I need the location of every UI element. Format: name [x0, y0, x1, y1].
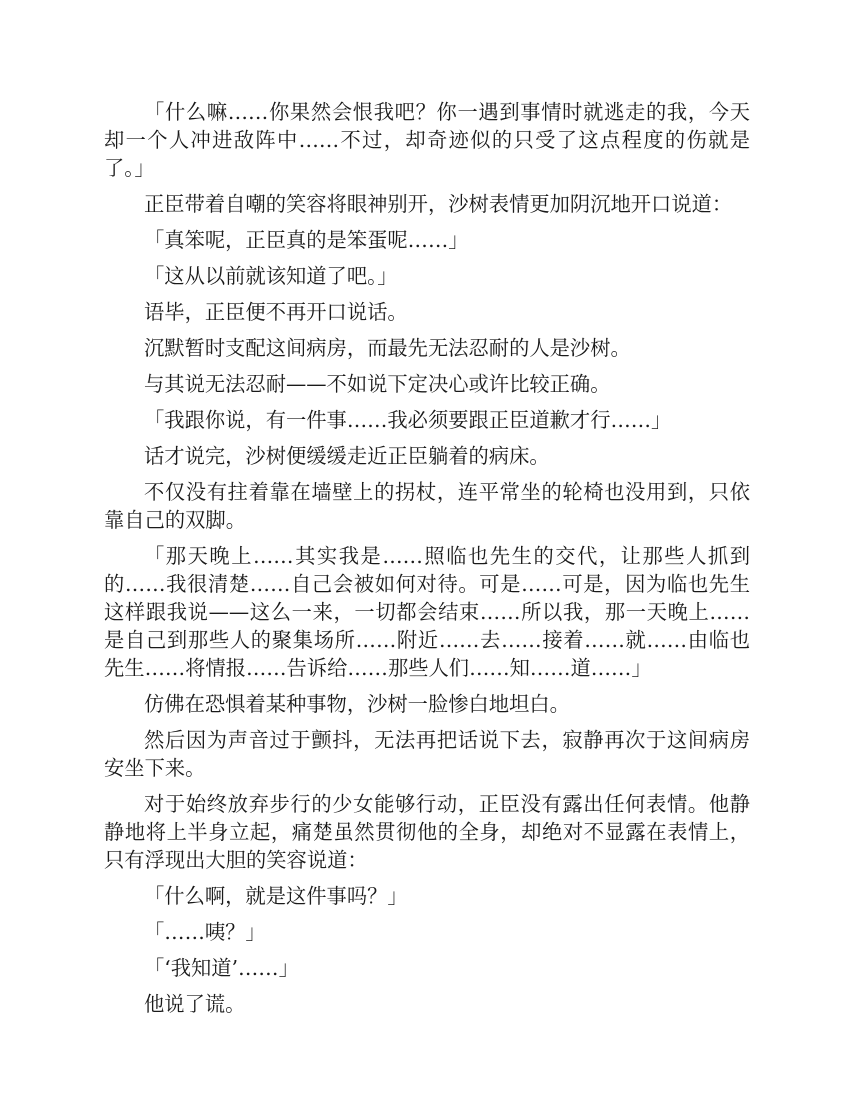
paragraph: 仿佛在恐惧着某种事物，沙树一脸惨白地坦白。: [144, 692, 570, 716]
paragraph: 与其说无法忍耐——不如说下定决心或许比较正确。: [144, 372, 611, 396]
paragraph: 然后因为声音过于颤抖，无法再把话说下去，寂静再次于这间病房安坐下来。: [104, 728, 750, 780]
paragraph: 「这从以前就该知道了吧。」: [144, 264, 398, 288]
paragraph: 对于始终放弃步行的少女能够行动，正臣没有露出任何表情。他静静地将上半身立起，痛楚虽然贯彻他的全身，却绝对不显露在表情上，只有浮现出大胆的笑容说道：: [104, 792, 750, 872]
paragraph: 「什么嘛……你果然会恨我吧？你一遇到事情时就逃走的我，今天却一个人冲进敌阵中……不过，却奇迹似的只受了这点程度的伤就是了。」: [104, 100, 750, 180]
paragraph: 他说了谎。: [144, 992, 246, 1016]
paragraph: 「我跟你说，有一件事……我必须要跟正臣道歉才行……」: [144, 408, 672, 432]
paragraph: 「什么啊，就是这件事吗？」: [144, 884, 408, 908]
paragraph: 「‘我知道’……」: [144, 956, 299, 980]
paragraph: 「真笨呢，正臣真的是笨蛋呢……」: [144, 228, 469, 252]
paragraph: 不仅没有拄着靠在墙壁上的拐杖，连平常坐的轮椅也没用到，只依靠自己的双脚。: [104, 480, 750, 532]
paragraph: 「那天晚上……其实我是……照临也先生的交代，让那些人抓到的……我很清楚……自己会被如何对待。可是……可是，因为临也先生这样跟我说——这么一来，一切都会结束……所以我，那一天晚上……是自己到那些人的聚集场所……附近……去……接着……就……由临也先生……将情报……告诉给……那些人们……知……道……」: [104, 544, 750, 680]
paragraph: 话才说完，沙树便缓缓走近正臣躺着的病床。: [144, 444, 550, 468]
paragraph: 「……咦？」: [144, 920, 266, 944]
paragraph: 沉默暂时支配这间病房，而最先无法忍耐的人是沙树。: [144, 336, 631, 360]
paragraph: 正臣带着自嘲的笑容将眼神别开，沙树表情更加阴沉地开口说道：: [144, 192, 733, 216]
body-text: [104, 98, 750, 1026]
paragraph: 语毕，正臣便不再开口说话。: [144, 300, 408, 324]
